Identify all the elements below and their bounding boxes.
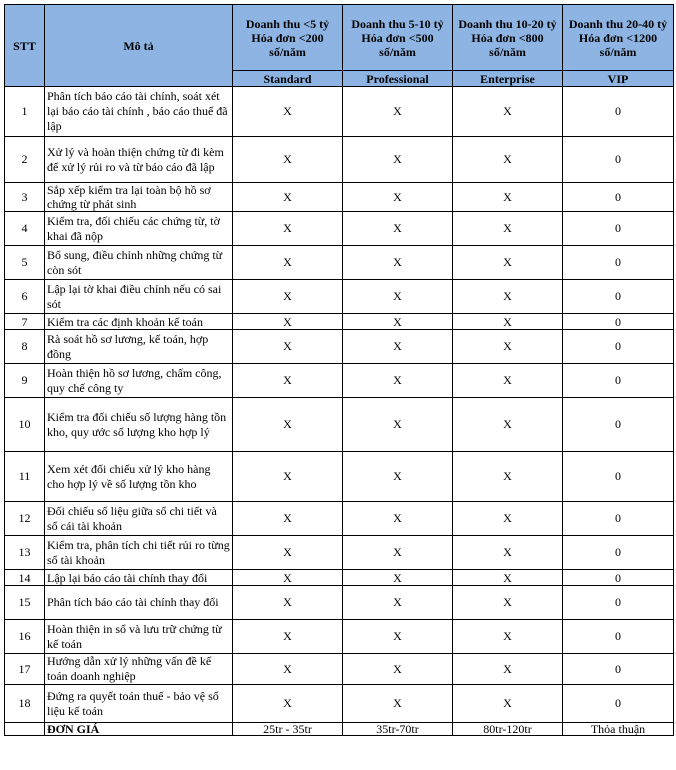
table-row — [5, 620, 674, 654]
total-stt-cell — [5, 723, 45, 736]
table-row — [5, 685, 674, 723]
cell-vip: 0 — [563, 398, 674, 452]
table-row — [5, 246, 674, 280]
cell-standard: X — [233, 314, 343, 330]
plan-professional: Professional — [343, 71, 453, 87]
row-description: Phân tích báo cáo tài chính, soát xét lại báo cáo tài chính , báo cáo thuế đã lập — [45, 87, 233, 137]
cell-vip: 0 — [563, 685, 674, 723]
plan-standard: Standard — [233, 71, 343, 87]
table-row — [5, 314, 674, 330]
tier-invoice: Hóa đơn <800 — [471, 30, 544, 45]
row-number: 7 — [5, 314, 45, 330]
total-row — [5, 723, 674, 736]
tier-unit: số/năm — [599, 44, 637, 59]
cell-vip: 0 — [563, 570, 674, 586]
cell-professional: X — [343, 586, 453, 620]
row-number: 13 — [5, 536, 45, 570]
tier-unit: số/năm — [269, 44, 306, 59]
row-description: Xử lý và hoàn thiện chứng từ đi kèm để xử lý rủi ro và từ báo cáo đã lập — [45, 137, 233, 183]
table-row — [5, 452, 674, 502]
table-row — [5, 586, 674, 620]
cell-standard: X — [233, 398, 343, 452]
row-number: 1 — [5, 87, 45, 137]
cell-vip: 0 — [563, 654, 674, 685]
row-number: 11 — [5, 452, 45, 502]
row-number: 15 — [5, 586, 45, 620]
table-row — [5, 137, 674, 183]
cell-standard: X — [233, 87, 343, 137]
tier-revenue: Doanh thu 20-40 tỷ — [568, 16, 668, 31]
header-description: Mô tả — [45, 5, 233, 87]
cell-vip: 0 — [563, 280, 674, 314]
cell-standard: X — [233, 246, 343, 280]
cell-vip: 0 — [563, 137, 674, 183]
row-description: Đứng ra quyết toán thuế - bảo vệ số liệu kế toán — [45, 685, 233, 723]
tier-invoice: Hóa đơn <200 — [251, 30, 324, 45]
cell-standard: X — [233, 364, 343, 398]
row-number: 6 — [5, 280, 45, 314]
cell-professional: X — [343, 87, 453, 137]
row-number: 5 — [5, 246, 45, 280]
pricing-table — [4, 4, 674, 736]
tier-unit: số/năm — [379, 44, 416, 59]
row-number: 4 — [5, 212, 45, 246]
row-description: Đối chiếu số liệu giữa sổ chi tiết và sổ cái tài khoản — [45, 502, 233, 536]
cell-professional: X — [343, 620, 453, 654]
row-description: Bổ sung, điều chỉnh những chứng từ còn sót — [45, 246, 233, 280]
row-number: 9 — [5, 364, 45, 398]
plan-enterprise: Enterprise — [453, 71, 563, 87]
cell-enterprise: X — [453, 183, 563, 212]
cell-standard: X — [233, 536, 343, 570]
cell-enterprise: X — [453, 452, 563, 502]
cell-standard: X — [233, 654, 343, 685]
cell-enterprise: X — [453, 536, 563, 570]
cell-enterprise: X — [453, 502, 563, 536]
cell-vip: 0 — [563, 87, 674, 137]
cell-vip: 0 — [563, 246, 674, 280]
tier-revenue: Doanh thu 5-10 tỷ — [351, 16, 444, 31]
table-row — [5, 570, 674, 586]
cell-enterprise: X — [453, 212, 563, 246]
cell-vip: 0 — [563, 212, 674, 246]
cell-vip: 0 — [563, 330, 674, 364]
table-row — [5, 212, 674, 246]
cell-professional: X — [343, 398, 453, 452]
table-row — [5, 398, 674, 452]
cell-vip: 0 — [563, 314, 674, 330]
cell-standard: X — [233, 452, 343, 502]
row-description: Lập lại báo cáo tài chính thay đổi — [45, 570, 233, 586]
row-number: 14 — [5, 570, 45, 586]
table-row — [5, 364, 674, 398]
table-body — [5, 87, 674, 723]
cell-vip: 0 — [563, 502, 674, 536]
cell-professional: X — [343, 212, 453, 246]
table-row — [5, 183, 674, 212]
row-description: Kiểm tra các định khoản kế toán — [45, 314, 233, 330]
row-number: 18 — [5, 685, 45, 723]
cell-enterprise: X — [453, 280, 563, 314]
cell-professional: X — [343, 364, 453, 398]
cell-enterprise: X — [453, 398, 563, 452]
header-tier-1 — [233, 5, 343, 71]
row-description: Rà soát hồ sơ lương, kế toán, hợp đồng — [45, 330, 233, 364]
cell-vip: 0 — [563, 536, 674, 570]
row-number: 12 — [5, 502, 45, 536]
price-standard: 25tr - 35tr — [233, 723, 343, 736]
row-number: 8 — [5, 330, 45, 364]
cell-vip: 0 — [563, 183, 674, 212]
cell-standard: X — [233, 137, 343, 183]
cell-enterprise: X — [453, 586, 563, 620]
price-vip: Thỏa thuận — [563, 723, 674, 736]
cell-enterprise: X — [453, 246, 563, 280]
tier-invoice: Hóa đơn <1200 — [578, 30, 658, 45]
header-tier-3 — [453, 5, 563, 71]
row-description: Kiểm tra, đối chiếu các chứng từ, tờ khai đã nộp — [45, 212, 233, 246]
cell-standard: X — [233, 212, 343, 246]
cell-professional: X — [343, 502, 453, 536]
header-tier-2 — [343, 5, 453, 71]
cell-professional: X — [343, 246, 453, 280]
cell-professional: X — [343, 137, 453, 183]
plan-vip: VIP — [563, 71, 674, 87]
row-number: 17 — [5, 654, 45, 685]
cell-professional: X — [343, 280, 453, 314]
cell-standard: X — [233, 620, 343, 654]
row-description: Kiểm tra đối chiếu số lượng hàng tồn kho, quy ước số lượng kho hợp lý — [45, 398, 233, 452]
table-row — [5, 654, 674, 685]
cell-enterprise: X — [453, 654, 563, 685]
price-professional: 35tr-70tr — [343, 723, 453, 736]
cell-enterprise: X — [453, 87, 563, 137]
cell-standard: X — [233, 183, 343, 212]
row-description: Kiểm tra, phân tích chi tiết rủi ro từng số tài khoản — [45, 536, 233, 570]
row-number: 2 — [5, 137, 45, 183]
cell-enterprise: X — [453, 330, 563, 364]
header-stt: STT — [5, 5, 45, 87]
table-row — [5, 502, 674, 536]
cell-professional: X — [343, 536, 453, 570]
cell-professional: X — [343, 654, 453, 685]
cell-standard: X — [233, 280, 343, 314]
table-row — [5, 536, 674, 570]
row-number: 10 — [5, 398, 45, 452]
total-label: ĐƠN GIÁ — [45, 723, 233, 736]
cell-standard: X — [233, 586, 343, 620]
cell-enterprise: X — [453, 364, 563, 398]
cell-standard: X — [233, 685, 343, 723]
cell-standard: X — [233, 330, 343, 364]
row-description: Hoàn thiện in sổ và lưu trữ chứng từ kế toán — [45, 620, 233, 654]
cell-enterprise: X — [453, 137, 563, 183]
table-row — [5, 87, 674, 137]
tier-revenue: Doanh thu <5 tỷ — [245, 16, 330, 31]
row-description: Xem xét đối chiếu xử lý kho hàng cho hợp lý về số lượng tồn kho — [45, 452, 233, 502]
cell-vip: 0 — [563, 364, 674, 398]
cell-enterprise: X — [453, 314, 563, 330]
row-number: 16 — [5, 620, 45, 654]
row-description: Hoàn thiện hồ sơ lương, chấm công, quy chế công ty — [45, 364, 233, 398]
cell-vip: 0 — [563, 586, 674, 620]
tier-revenue: Doanh thu 10-20 tỷ — [458, 16, 557, 31]
row-description: Lập lại tờ khai điều chỉnh nếu có sai sót — [45, 280, 233, 314]
cell-standard: X — [233, 570, 343, 586]
price-enterprise: 80tr-120tr — [453, 723, 563, 736]
cell-professional: X — [343, 452, 453, 502]
table-row — [5, 330, 674, 364]
cell-vip: 0 — [563, 452, 674, 502]
cell-professional: X — [343, 330, 453, 364]
cell-enterprise: X — [453, 570, 563, 586]
row-description: Phân tích báo cáo tài chính thay đổi — [45, 586, 233, 620]
cell-vip: 0 — [563, 620, 674, 654]
tier-invoice: Hóa đơn <500 — [361, 30, 434, 45]
table-row — [5, 280, 674, 314]
cell-professional: X — [343, 183, 453, 212]
cell-standard: X — [233, 502, 343, 536]
row-number: 3 — [5, 183, 45, 212]
cell-enterprise: X — [453, 685, 563, 723]
cell-professional: X — [343, 570, 453, 586]
header-tier-4 — [563, 5, 674, 71]
cell-professional: X — [343, 685, 453, 723]
cell-professional: X — [343, 314, 453, 330]
row-description: Sắp xếp kiểm tra lại toàn bộ hồ sơ chứng từ phát sinh — [45, 183, 233, 212]
tier-unit: số/năm — [489, 44, 526, 59]
row-description: Hướng dẫn xử lý những vấn đề kế toán doanh nghiệp — [45, 654, 233, 685]
cell-enterprise: X — [453, 620, 563, 654]
